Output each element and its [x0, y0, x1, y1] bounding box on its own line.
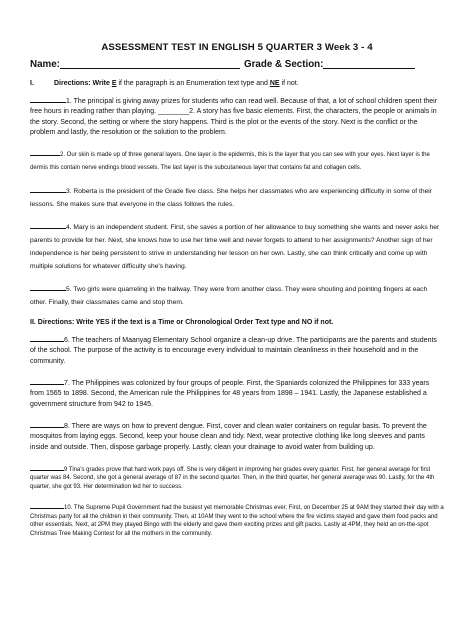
item-text: 2. Our skin is made up of three general layers. One layer is the epidermis, this is the layer that you can see with your eyes. Next layer is the dermis this contain nerve endings blood vessels. The last layer is the subcutaneous layer that contains fat and collagen cells. — [30, 152, 430, 172]
list-item — [30, 283, 444, 309]
grade-section-blank[interactable] — [323, 59, 415, 69]
name-grade-row — [30, 59, 444, 70]
item-text: 1. The principal is giving away prizes for students who can read well. Because of that, a lot of school children spent their free hours in reading rather than playing. ________2. A story has five basic elements. First, the characters, the people or animals in the story. Second, the setting or where the story happens. Third is the plot or the events of the story. Next is the conflict or the problem and lastly, the resolution or the solution to the problem. — [30, 98, 438, 136]
part1-directions — [30, 80, 444, 87]
part2-heading: II. Directions: Write YES if the text is a Time or Chronological Order Text type and NO if not. — [30, 319, 334, 327]
page-title: ASSESSMENT TEST IN ENGLISH 5 QUARTER 3 Week 3 - 4 — [101, 42, 373, 53]
part1-directions-prefix: Directions: Write — [54, 80, 112, 87]
list-item — [30, 420, 444, 453]
item-text: 10. The Supreme Pupil Government had the busiest yet memorable Christmas ever. First, on December 25 at 9AM they started their day with a Christmas party for all the children in their community. Then, at 10AM they went to the school where the fire victims stayed and gave them food packs and other essentials. Next, at 2PM they played Bingo with the elderly and gave them exciting prizes and gift packs. Lastly at 4PM, they held an on-the-spot Christmas Tree Making Contest for all the mothers in the community. — [30, 505, 444, 537]
answer-blank[interactable] — [30, 148, 60, 156]
code-ne: NE — [269, 80, 280, 87]
answer-blank[interactable] — [30, 501, 64, 509]
list-item — [30, 185, 444, 211]
part1-directions-mid: if the paragraph is an Enumeration text type and — [116, 80, 270, 87]
part1-directions-suffix: if not. — [279, 80, 299, 87]
answer-blank[interactable] — [30, 221, 66, 229]
list-item — [30, 501, 444, 538]
grade-section-label: Grade & Section: — [243, 59, 324, 70]
list-item — [30, 95, 444, 138]
answer-blank[interactable] — [30, 185, 66, 193]
answer-blank[interactable] — [30, 334, 64, 342]
name-label: Name: — [30, 59, 60, 70]
answer-blank[interactable] — [30, 95, 66, 103]
item-text: 5. Two girls were quarreling in the hallway. They were from another class. They were shouting and pointing fingers at each other. Finally, their classmates came and stop them. — [30, 286, 428, 307]
answer-blank[interactable] — [30, 420, 64, 428]
list-item — [30, 377, 444, 410]
item-text: 7. The Philippines was colonized by four groups of people. First, the Spaniards colonized the Philippines for 333 years from 1565 to 1898. Second, the American rule the Philippines for 48 years from 1898 – 1941. Lastly, the Japanese established a government structure from 942 to 1945. — [30, 380, 430, 408]
list-item — [30, 221, 444, 273]
part1-roman: I. — [30, 80, 34, 87]
item-text: 8. There are ways on how to prevent dengue. First, cover and clean water containers on regular basis. To prevent the mosquitos from laying eggs. Second, keep your house clean and tidy. Next, wear protective clothing like long sleeves and pants inside and outside. Then, dispose garbage properly. Lastly, clean your drainage to avoid water from building up. — [30, 422, 427, 451]
name-blank[interactable] — [60, 59, 240, 69]
item-text: 6. The teachers of Maanyag Elementary School organize a clean-up drive. The participants are the parents and students of the school. The purpose of the activity is to encourage every individual to maintain cleanliness in their household and in the community. — [30, 337, 437, 365]
item-text: 3. Roberta is the president of the Grade five class. She helps her classmates who are experiencing difficulty in some of their lessons. She makes sure that everyone in the class follows the rules. — [30, 188, 433, 209]
answer-blank[interactable] — [30, 377, 64, 385]
item-text: 9 Tina's grades prove that hard work pays off. She is very diligent in improving her grades every quarter. First, her general average for first quarter was 84. Second, she got a general average of 87 in the second quarter. Then, in the third quarter, her general average was 90. Lastly, for the 4th quarter, she got 93. Her determination led her to success. — [30, 466, 435, 490]
list-item — [30, 334, 444, 367]
code-e: E — [111, 80, 117, 87]
answer-blank[interactable] — [30, 283, 66, 291]
list-item — [30, 148, 444, 175]
list-item — [30, 463, 444, 492]
item-text: 4. Mary is an independent student. First, she saves a portion of her allowance to buy something she wants and never asks her parents to provide for her. Next, she knows how to use her time well and never forgets to attend to her assignments? Another sign of her independence is her being persistent to strive in understanding her lesson on her own. Lastly, she can think critically and come up with multiple solutions for whatever difficulty she's having. — [30, 224, 440, 271]
answer-blank[interactable] — [30, 463, 64, 471]
